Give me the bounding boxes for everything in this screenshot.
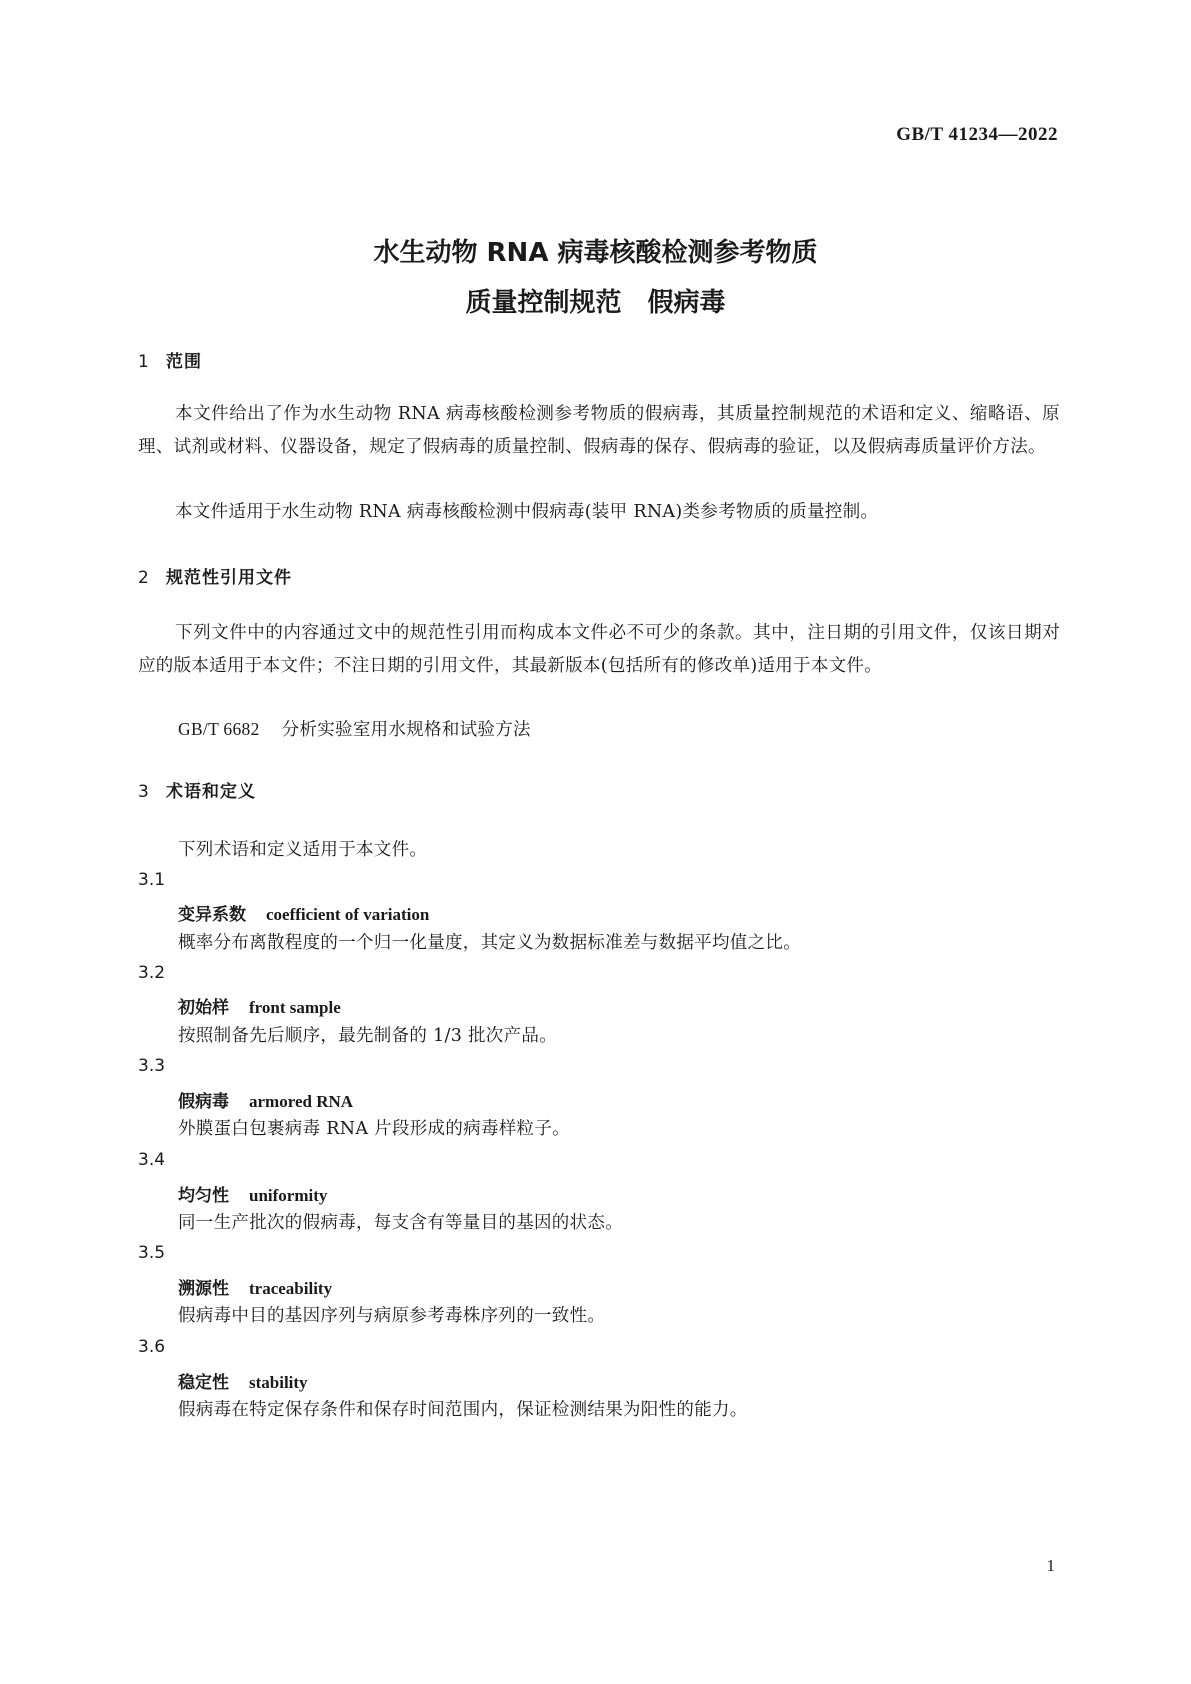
terms-intro: 下列术语和定义适用于本文件。 xyxy=(178,840,428,860)
section-title: 术语和定义 xyxy=(166,782,256,802)
term-en: coefficient of variation xyxy=(266,905,430,924)
page-number: 1 xyxy=(1046,1556,1055,1575)
scope-paragraph-2: 本文件适用于水生动物 RNA 病毒核酸检测中假病毒(装甲 RNA)类参考物质的质量控制。 xyxy=(175,502,879,522)
term-en: uniformity xyxy=(249,1186,328,1205)
term-zh: 变异系数 xyxy=(178,905,246,925)
term-zh: 初始样 xyxy=(178,998,229,1018)
term-en: traceability xyxy=(249,1279,333,1298)
reference-title: 分析实验室用水规格和试验方法 xyxy=(281,720,531,740)
term-number: 3.3 xyxy=(138,1056,166,1076)
term-definition: 按照制备先后顺序，最先制备的 1/3 批次产品。 xyxy=(178,1026,557,1046)
document-code: GB/T 41234—2022 xyxy=(896,124,1058,145)
term-en: front sample xyxy=(249,998,341,1017)
title-line-1: 水生动物 RNA 病毒核酸检测参考物质 xyxy=(373,238,818,268)
term-definition: 假病毒中目的基因序列与病原参考毒株序列的一致性。 xyxy=(178,1306,606,1326)
section-heading-normative xyxy=(138,563,292,588)
term-number: 3.6 xyxy=(138,1337,166,1357)
section-title: 规范性引用文件 xyxy=(166,568,292,588)
term-heading xyxy=(178,1274,332,1299)
term-number: 3.2 xyxy=(138,963,166,983)
term-definition: 概率分布离散程度的一个归一化量度，其定义为数据标准差与数据平均值之比。 xyxy=(178,933,801,953)
section-heading-scope xyxy=(138,347,202,372)
term-zh: 稳定性 xyxy=(178,1373,229,1393)
section-title: 范围 xyxy=(166,352,202,372)
term-definition: 假病毒在特定保存条件和保存时间范围内，保证检测结果为阳性的能力。 xyxy=(178,1400,748,1420)
term-zh: 假病毒 xyxy=(178,1092,229,1112)
term-en: armored RNA xyxy=(249,1092,354,1111)
normative-reference xyxy=(178,716,531,741)
normative-paragraph: 下列文件中的内容通过文中的规范性引用而构成本文件必不可少的条款。其中，注日期的引用文件，仅该日期对应的版本适用于本文件；不注日期的引用文件，其最新版本(包括所有的修改单)适用于本文件。 xyxy=(138,623,1060,676)
section-number: 1 xyxy=(138,352,150,372)
term-heading xyxy=(178,900,429,925)
term-definition: 外膜蛋白包裹病毒 RNA 片段形成的病毒样粒子。 xyxy=(178,1119,570,1139)
term-zh: 溯源性 xyxy=(178,1279,229,1299)
term-heading xyxy=(178,1181,327,1206)
section-number: 3 xyxy=(138,782,150,802)
term-zh: 均匀性 xyxy=(178,1186,229,1206)
reference-code: GB/T 6682 xyxy=(178,719,260,739)
term-number: 3.1 xyxy=(138,870,166,890)
term-number: 3.4 xyxy=(138,1150,166,1170)
term-number: 3.5 xyxy=(138,1243,166,1263)
term-definition: 同一生产批次的假病毒，每支含有等量目的基因的状态。 xyxy=(178,1213,623,1233)
term-heading xyxy=(178,993,341,1018)
title-line-2: 质量控制规范 假病毒 xyxy=(465,288,726,318)
section-heading-terms xyxy=(138,777,256,802)
term-en: stability xyxy=(249,1373,308,1392)
term-heading xyxy=(178,1087,353,1112)
term-heading xyxy=(178,1368,308,1393)
scope-paragraph-1: 本文件给出了作为水生动物 RNA 病毒核酸检测参考物质的假病毒，其质量控制规范的术语和定义、缩略语、原理、试剂或材料、仪器设备，规定了假病毒的质量控制、假病毒的保存、假病毒的验证，以及假病毒质量评价方法。 xyxy=(138,404,1060,457)
section-number: 2 xyxy=(138,568,150,588)
